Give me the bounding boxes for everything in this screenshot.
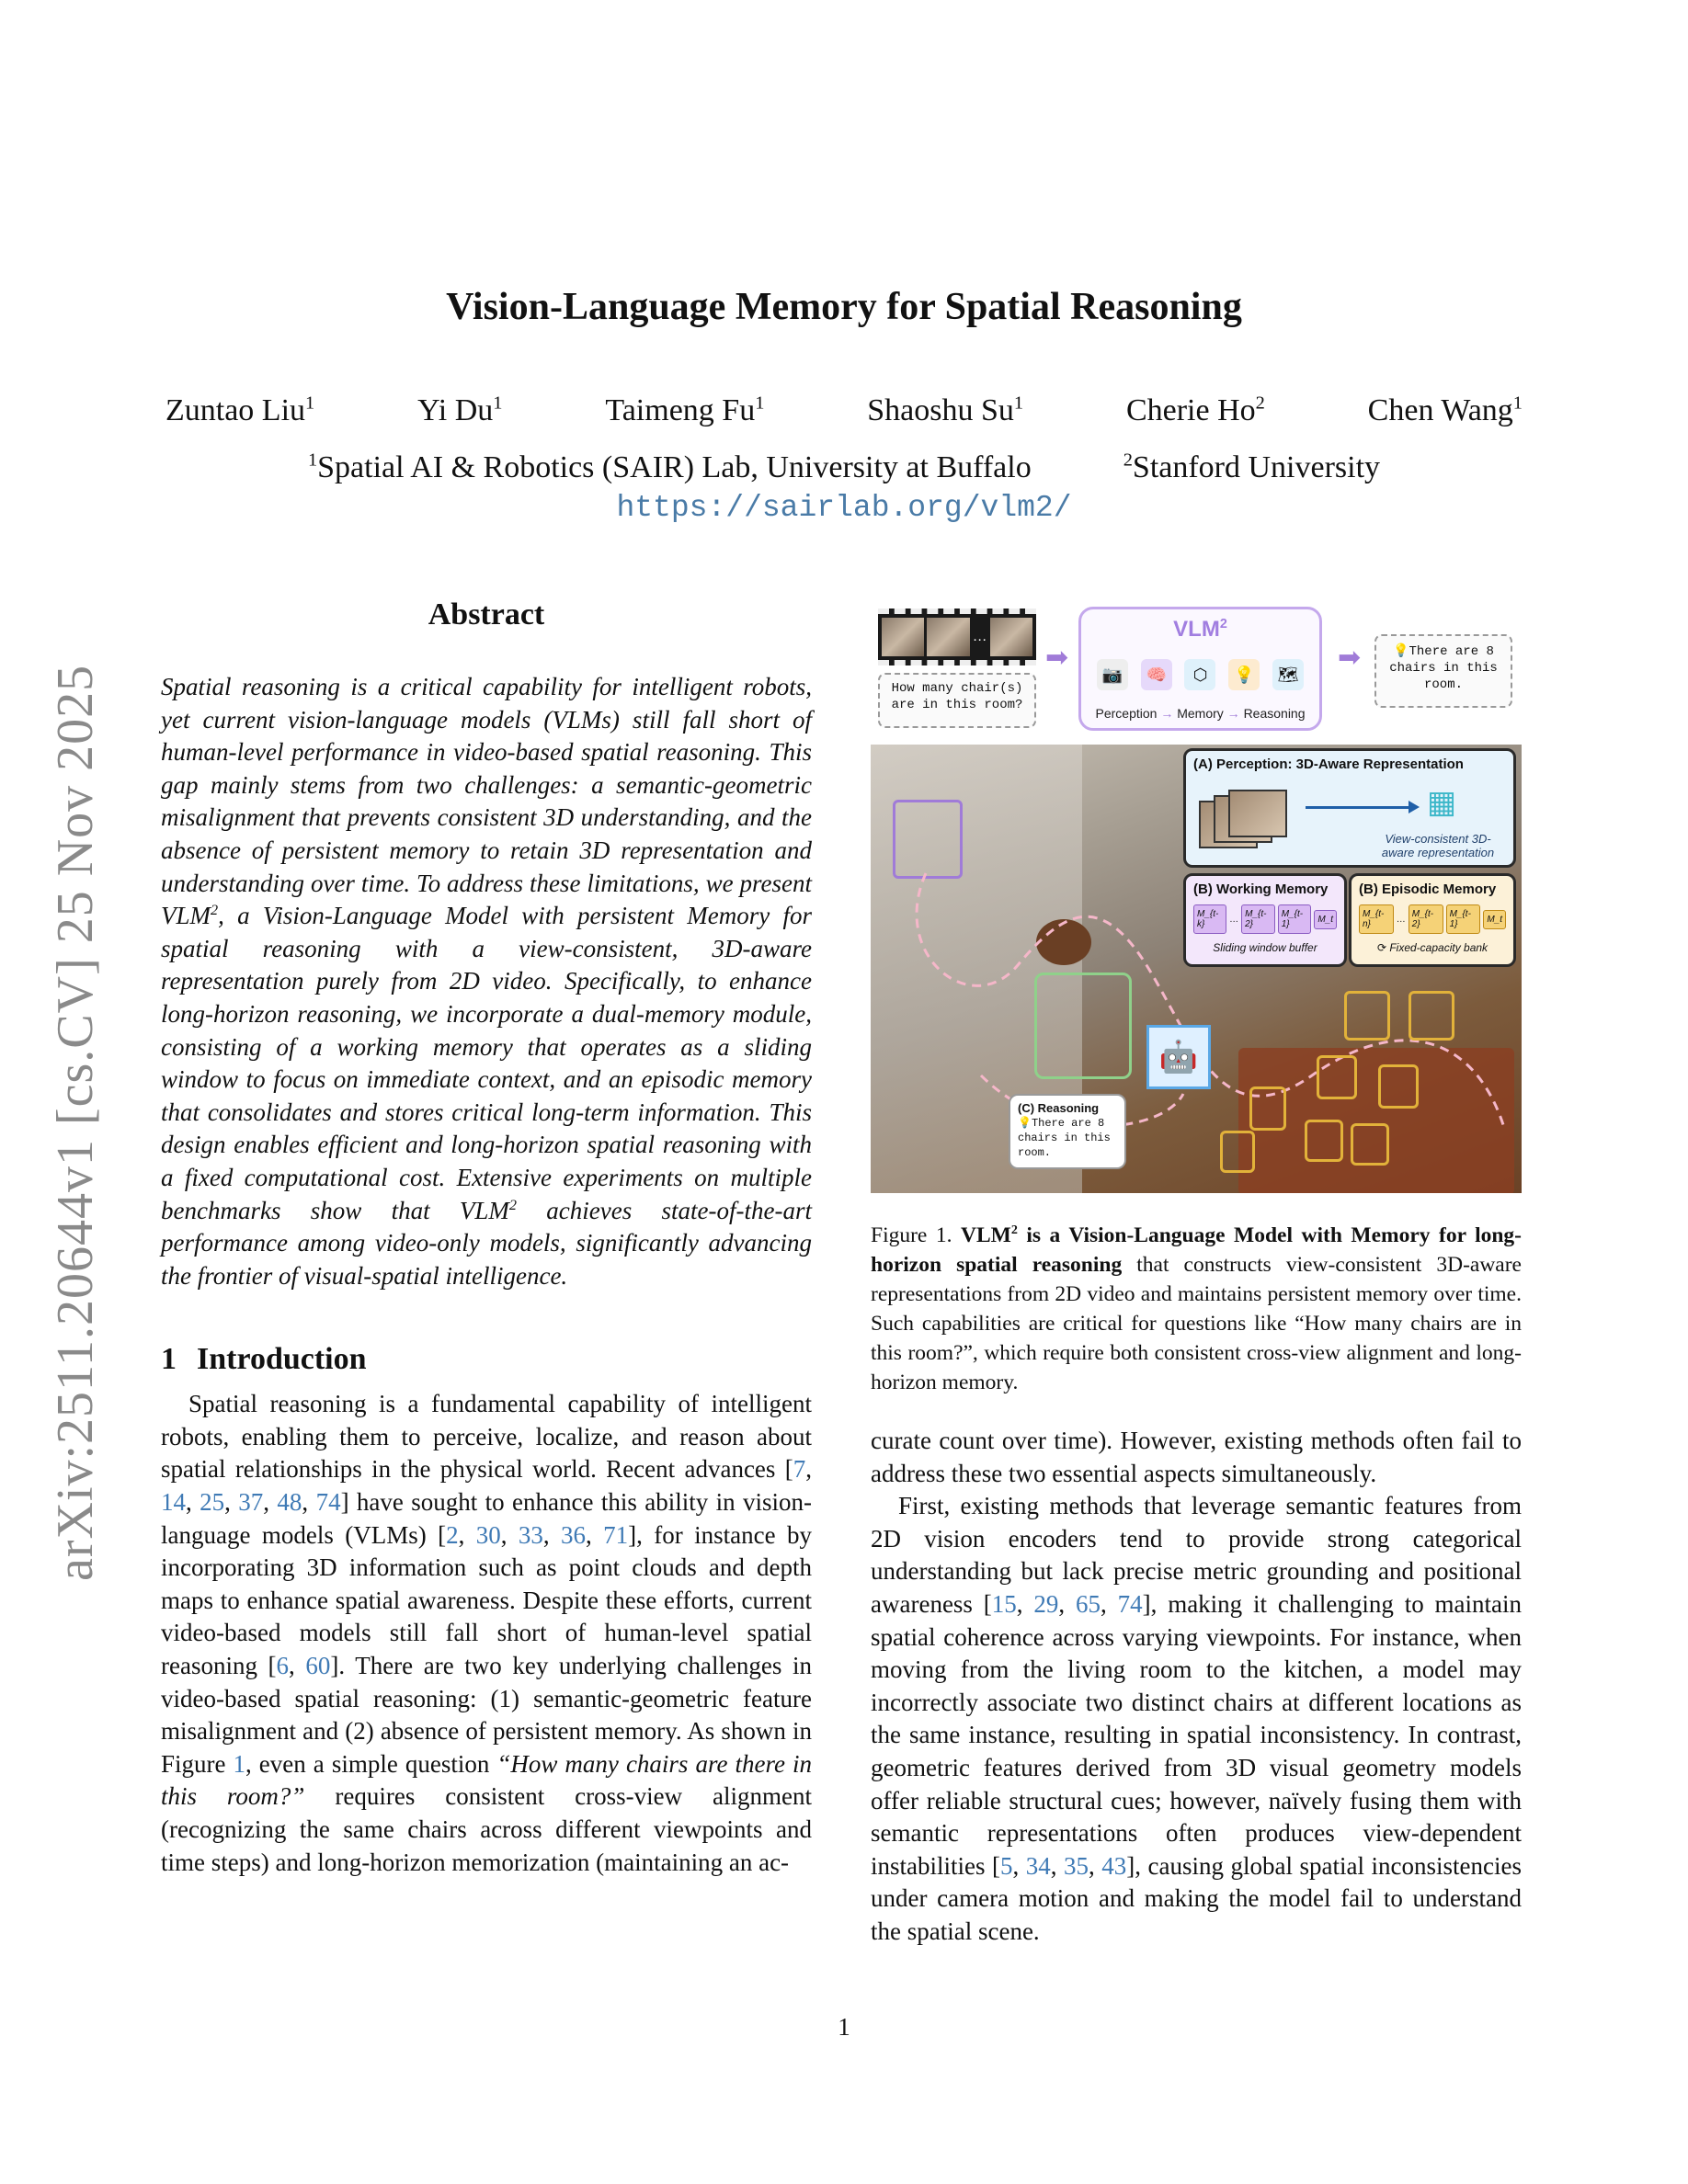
- memory-slot: M_{t-2}: [1241, 904, 1275, 934]
- paper-title: Vision-Language Memory for Spatial Reasoning: [446, 286, 1242, 328]
- camera-icon: 📷: [1097, 659, 1128, 690]
- memory-slot: M_{t-1}: [1278, 904, 1312, 934]
- scene-top-down-view: [871, 745, 1522, 1193]
- author: Chen Wang$^1$: [1367, 392, 1523, 427]
- memory-slot: M_t: [1314, 910, 1337, 929]
- page-number: 1: [838, 2013, 850, 2041]
- affiliation: $^2$Stanford University: [1123, 449, 1381, 484]
- citation-link[interactable]: 48: [277, 1488, 302, 1517]
- continued-text: requires consistent cross-view alignment (recognizing the same chairs across different viewpoints and time steps) and long-horizon memorization (maintaining an ac-: [161, 1782, 812, 1876]
- memory-slot: M_{t-k}: [1193, 904, 1226, 934]
- citation-link[interactable]: 5: [1000, 1851, 1013, 1880]
- figure-pipeline-overview: [878, 607, 1522, 731]
- citation-link[interactable]: 14: [161, 1488, 186, 1517]
- chair-highlight: [1344, 991, 1390, 1041]
- author: Cherie Ho$^2$: [1125, 392, 1265, 427]
- cube-icon: ⬡: [1184, 659, 1215, 690]
- right-column: [871, 607, 1522, 1949]
- citation-link[interactable]: 30: [475, 1520, 501, 1549]
- chair-highlight: [1249, 1086, 1286, 1131]
- figure-reference-link[interactable]: 1: [233, 1749, 246, 1778]
- citation-link[interactable]: 60: [305, 1652, 331, 1680]
- project-url-link[interactable]: https://sairlab.org/vlm2/: [616, 491, 1072, 525]
- affiliation-list: [0, 450, 1688, 485]
- intro-paragraph: First, existing methods that leverage semantic features from 2D vision encoders tend to provide strong categorical understanding but lack precise metric grounding and positional awareness [15, 29, 65, 74], making it challenging to maintain spatial coherence across varying viewpoints. For instance, when moving from the living room to the kitchen, a model may incorrectly associate two distinct chairs at different locations as the same instance, resulting in spatial inconsistency. In contrast, geometric features derived from 3D visual geometry models offer reliable structural cues; however, naïvely fusing them with semantic representations often produces view-dependent instabilities [5, 34, 35, 43], causing global spatial inconsistencies under camera motion and making the model fail to understand the spatial scene.: [871, 1492, 1523, 1945]
- citation-link[interactable]: 71: [603, 1520, 629, 1549]
- memory-slot: M_t: [1483, 910, 1506, 929]
- author: Taimeng Fu$^1$: [605, 392, 765, 427]
- citation-link[interactable]: 43: [1101, 1851, 1127, 1880]
- citation-link[interactable]: 65: [1076, 1589, 1101, 1618]
- episodic-memory-panel: (B) Episodic Memory M_{t-n} … M_{t-2} M_{t-1} M_t ⟳ Fixed-capacity bank: [1349, 873, 1516, 967]
- working-memory-panel: (B) Working Memory M_{t-k} … M_{t-2} M_{t-1} M_t Sliding window buffer: [1183, 873, 1347, 967]
- intro-paragraph: Spatial reasoning is a fundamental capability of intelligent robots, enabling them to perceive, localize, and reason about spatial relationships in the physical world. Recent advances [7, 14, 25, 37, 48, 74] have sought to enhance this ability in vision-language models (VLMs) [2, 30, 33, 36, 71], for instance by incorporating 3D information such as point clouds and depth maps to enhance spatial awareness. Despite these efforts, current video-based models still fall short of human-level spatial reasoning [6, 60]. There are two key underlying challenges in video-based spatial reasoning: (1) semantic-geometric feature misalignment and (2) absence of persistent memory. As shown in Figure 1, even a simple question “How many chairs are there in this room?” requires consistent cross-view alignment (recognizing the same chairs across different viewpoints and time steps) and long-horizon memorization (maintaining an ac-: [161, 1390, 813, 1876]
- arxiv-identifier: arXiv:2511.20644v1 [cs.CV] 25 Nov 2025: [47, 664, 104, 1581]
- lightbulb-icon: 💡: [1393, 644, 1409, 659]
- author: Zuntao Liu$^1$: [165, 392, 315, 427]
- citation-link[interactable]: 15: [991, 1589, 1017, 1618]
- abstract-heading: Abstract: [428, 597, 545, 631]
- vlm2-icons: [1090, 654, 1310, 696]
- citation-link[interactable]: 33: [518, 1520, 543, 1549]
- section-heading-introduction: 1 Introduction: [161, 1342, 367, 1377]
- chair-highlight: [1305, 1120, 1343, 1162]
- question-bubble: How many chair(s) are in this room?: [878, 673, 1036, 728]
- lightbulb-icon: 💡: [1228, 659, 1260, 690]
- arrow-right-icon: ➡: [1045, 643, 1069, 673]
- chair-highlight: [1409, 991, 1454, 1041]
- citation-link[interactable]: 7: [793, 1455, 806, 1484]
- vlm2-model-box: [1078, 607, 1322, 731]
- reasoning-panel: (C) Reasoning 💡There are 8 chairs in this room.: [1009, 1094, 1126, 1169]
- memory-slot: M_{t-2}: [1409, 904, 1443, 934]
- answer-bubble: 💡There are 8 chairs in this room.: [1374, 634, 1512, 708]
- arrow-right-icon: [1306, 806, 1416, 809]
- citation-link[interactable]: 6: [276, 1652, 290, 1680]
- chair-highlight: [1351, 1123, 1389, 1166]
- figure-1: [871, 607, 1522, 1195]
- pipeline-flow: Perception → Memory → Reasoning: [1095, 706, 1306, 721]
- affiliation: $^1$Spatial AI & Robotics (SAIR) Lab, University at Buffalo: [307, 449, 1032, 484]
- perception-panel: (A) Perception: 3D-Aware Representation ▦ View-consistent 3D-aware representation: [1183, 748, 1516, 868]
- citation-link[interactable]: 35: [1064, 1851, 1089, 1880]
- citation-link[interactable]: 25: [200, 1488, 225, 1517]
- author: Yi Du$^1$: [417, 392, 503, 427]
- citation-link[interactable]: 36: [561, 1520, 587, 1549]
- author: Shaoshu Su$^1$: [867, 392, 1024, 427]
- continued-paragraph: curate count over time). However, existing methods often fail to address these two essential aspects simultaneously.: [871, 1427, 1522, 1487]
- robot-icon: 🤖: [1146, 1025, 1211, 1089]
- arrow-right-icon: ➡: [1338, 643, 1362, 673]
- 3d-cube-icon: ▦: [1427, 785, 1457, 820]
- citation-link[interactable]: 74: [315, 1488, 341, 1517]
- map-icon: 🗺: [1272, 659, 1304, 690]
- memory-slot: M_{t-n}: [1359, 904, 1394, 934]
- author-list: [165, 393, 1523, 428]
- memory-slot: M_{t-1}: [1446, 904, 1481, 934]
- citation-link[interactable]: 29: [1033, 1589, 1059, 1618]
- citation-link[interactable]: 74: [1117, 1589, 1143, 1618]
- lightbulb-icon: 💡: [1018, 1117, 1032, 1130]
- brain-icon: 🧠: [1141, 659, 1172, 690]
- chair-highlight: [1378, 1064, 1419, 1109]
- chair-highlight: [1220, 1131, 1255, 1173]
- citation-link[interactable]: 34: [1025, 1851, 1051, 1880]
- citation-link[interactable]: 2: [446, 1520, 459, 1549]
- video-film-strip: …: [878, 609, 1036, 665]
- chair-highlight: [1317, 1055, 1357, 1099]
- citation-link[interactable]: 37: [238, 1488, 264, 1517]
- refresh-icon: ⟳: [1376, 941, 1390, 954]
- vlm2-label: VLM$^2$: [1173, 617, 1227, 642]
- abstract-text: Spatial reasoning is a critical capability for intelligent robots, yet current vision-language models (VLMs) still fall short of human-level performance in video-based spatial reasoning. This gap mainly stems from two challenges: a semantic-geometric misalignment that prevents consistent 3D understanding, and the absence of persistent memory to retain 3D representation and understanding over time. To address these limitations, we present VLM$^2$, a Vision-Language Model with persistent Memory for spatial reasoning with a view-consistent, 3D-aware representation purely from 2D video. Specifically, to enhance long-horizon reasoning, we incorporate a dual-memory module, consisting of a working memory that operates as a sliding window to focus on immediate context, and an episodic memory that consolidates and stores critical long-term information. This design enables efficient and long-horizon spatial reasoning with a fixed computational cost. Extensive experiments on multiple benchmarks show that VLM$^2$ achieves state-of-the-art performance among video-only models, significantly advancing the frontier of visual-spatial intelligence.: [161, 673, 812, 1290]
- figure-caption: Figure 1. VLM$^2$ is a Vision-Language Model with Memory for long-horizon spatial reasoning that constructs view-consistent 3D-aware representations from 2D video and maintains persistent memory over time. Such capabilities are critical for questions like “How many chairs are in this room?”, which require both consistent cross-view alignment and long-horizon memory.: [871, 1223, 1523, 1394]
- left-column: [161, 597, 812, 1879]
